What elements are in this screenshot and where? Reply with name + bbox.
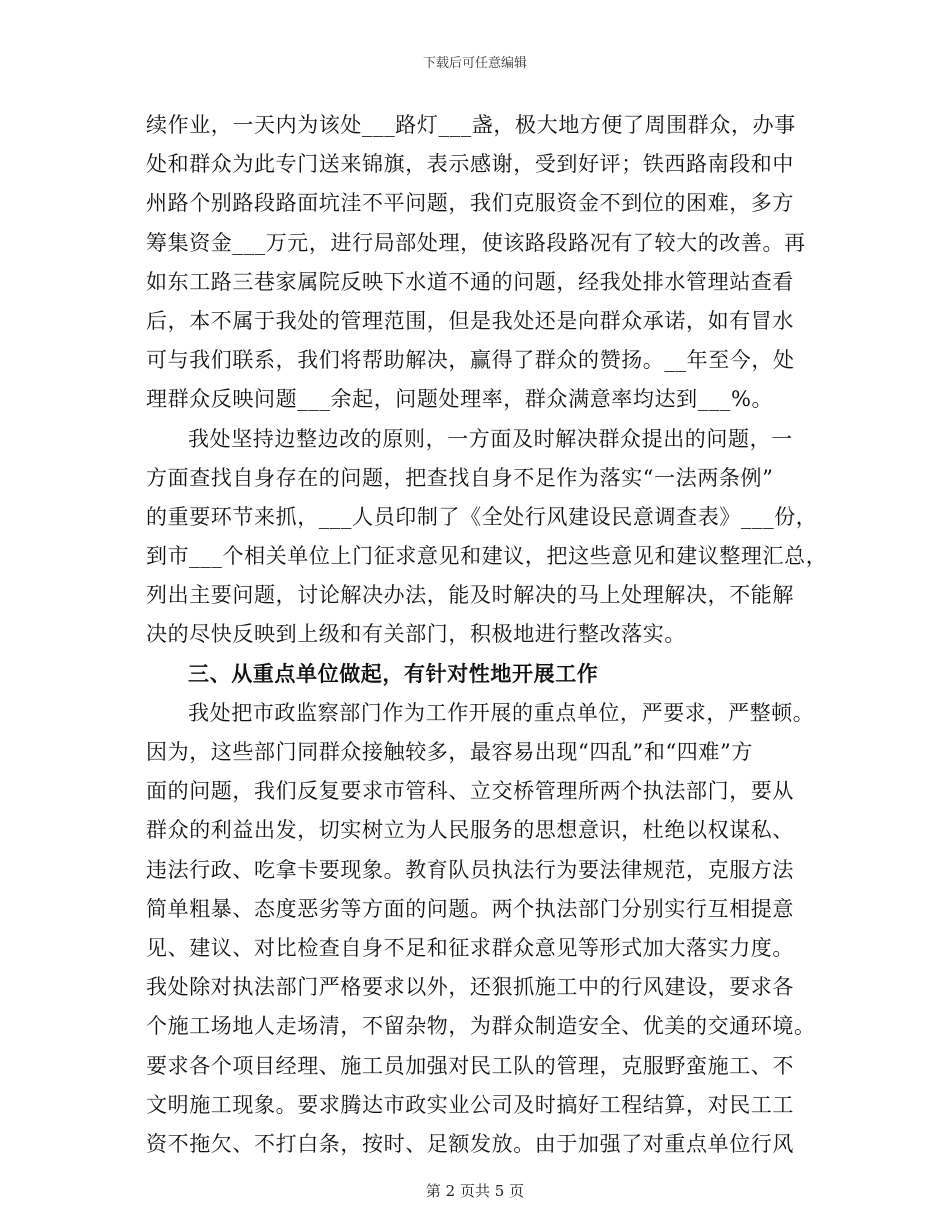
paragraph-line: 到市___个相关单位上门征求意见和建议，把这些意见和建议整理汇总， xyxy=(146,544,828,569)
paragraph-line: 的重要环节来抓，___人员印制了《全处行风建设民意调查表》___份， xyxy=(146,504,818,529)
paragraph-line: 个施工场地人走场清，不留杂物，为群众制造安全、优美的交通环境。 xyxy=(146,1014,816,1039)
paragraph-line: 处和群众为此专门送来锦旗，表示感谢，受到好评；铁西路南段和中 xyxy=(146,152,794,177)
paragraph-line: 后，本不属于我处的管理范围，但是我处还是向群众承诺，如有冒水 xyxy=(146,308,794,333)
paragraph-line: 面的问题，我们反复要求市管科、立交桥管理所两个执法部门，要从 xyxy=(146,779,794,804)
page-footer: 第 2 页共 5 页 xyxy=(425,1182,525,1200)
paragraph-line: 方面查找自身存在的问题，把查找自身不足作为落实“一法两条例” xyxy=(146,465,774,490)
document-body xyxy=(146,106,828,1164)
paragraph-line: 我处把市政监察部门作为工作开展的重点单位，严要求，严整顿。 xyxy=(188,700,815,725)
paragraph-line: 列出主要问题，讨论解决办法，能及时解决的马上处理解决，不能解 xyxy=(146,583,794,608)
paragraph-line: 续作业，一天内为该处___路灯___盏，极大地方便了周围群众，办事 xyxy=(146,113,796,137)
paragraph-line: 理群众反映问题___余起，问题处理率，群众满意率均达到___%。 xyxy=(146,387,774,412)
paragraph-line: 要求各个项目经理、施工员加强对民工队的管理，克服野蛮施工、不 xyxy=(146,1053,794,1078)
paragraph-line: 可与我们联系，我们将帮助解决，赢得了群众的赞扬。__年至今，处 xyxy=(146,348,795,373)
paragraph-line: 州路个别路段路面坑洼不平问题，我们克服资金不到位的困难，多方 xyxy=(146,191,794,216)
paragraph-line: 如东工路三巷家属院反映下水道不通的问题，经我处排水管理站查看 xyxy=(146,269,794,294)
paragraph-line: 我处坚持边整边改的原则，一方面及时解决群众提出的问题，一 xyxy=(188,426,793,451)
paragraph-line: 见、建议、对比检查自身不足和征求群众意见等形式加大落实力度。 xyxy=(146,935,794,960)
paragraph-line: 文明施工现象。要求腾达市政实业公司及时搞好工程结算，对民工工 xyxy=(146,1092,794,1117)
paragraph-line: 筹集资金___万元，进行局部处理，使该路段路况有了较大的改善。再 xyxy=(146,230,806,255)
section-heading: 三、从重点单位做起，有针对性地开展工作 xyxy=(188,661,599,686)
page-header: 下载后可任意编辑 xyxy=(422,56,527,71)
paragraph-line: 简单粗暴、态度恶劣等方面的问题。两个执法部门分别实行互相提意 xyxy=(146,896,794,921)
paragraph-line: 因为，这些部门同群众接触较多，最容易出现“四乱”和“四难”方 xyxy=(146,740,753,764)
paragraph-line: 群众的利益出发，切实树立为人民服务的思想意识，杜绝以权谋私、 xyxy=(146,818,794,843)
paragraph-line: 资不拖欠、不打白条，按时、足额发放。由于加强了对重点单位行风 xyxy=(146,1131,794,1156)
paragraph-line: 违法行政、吃拿卡要现象。教育队员执法行为要法律规范，克服方法 xyxy=(146,857,794,882)
paragraph-line: 我处除对执法部门严格要求以外，还狠抓施工中的行风建设，要求各 xyxy=(146,975,794,1000)
paragraph-line: 决的尽快反映到上级和有关部门，积极地进行整改落实。 xyxy=(146,622,686,647)
